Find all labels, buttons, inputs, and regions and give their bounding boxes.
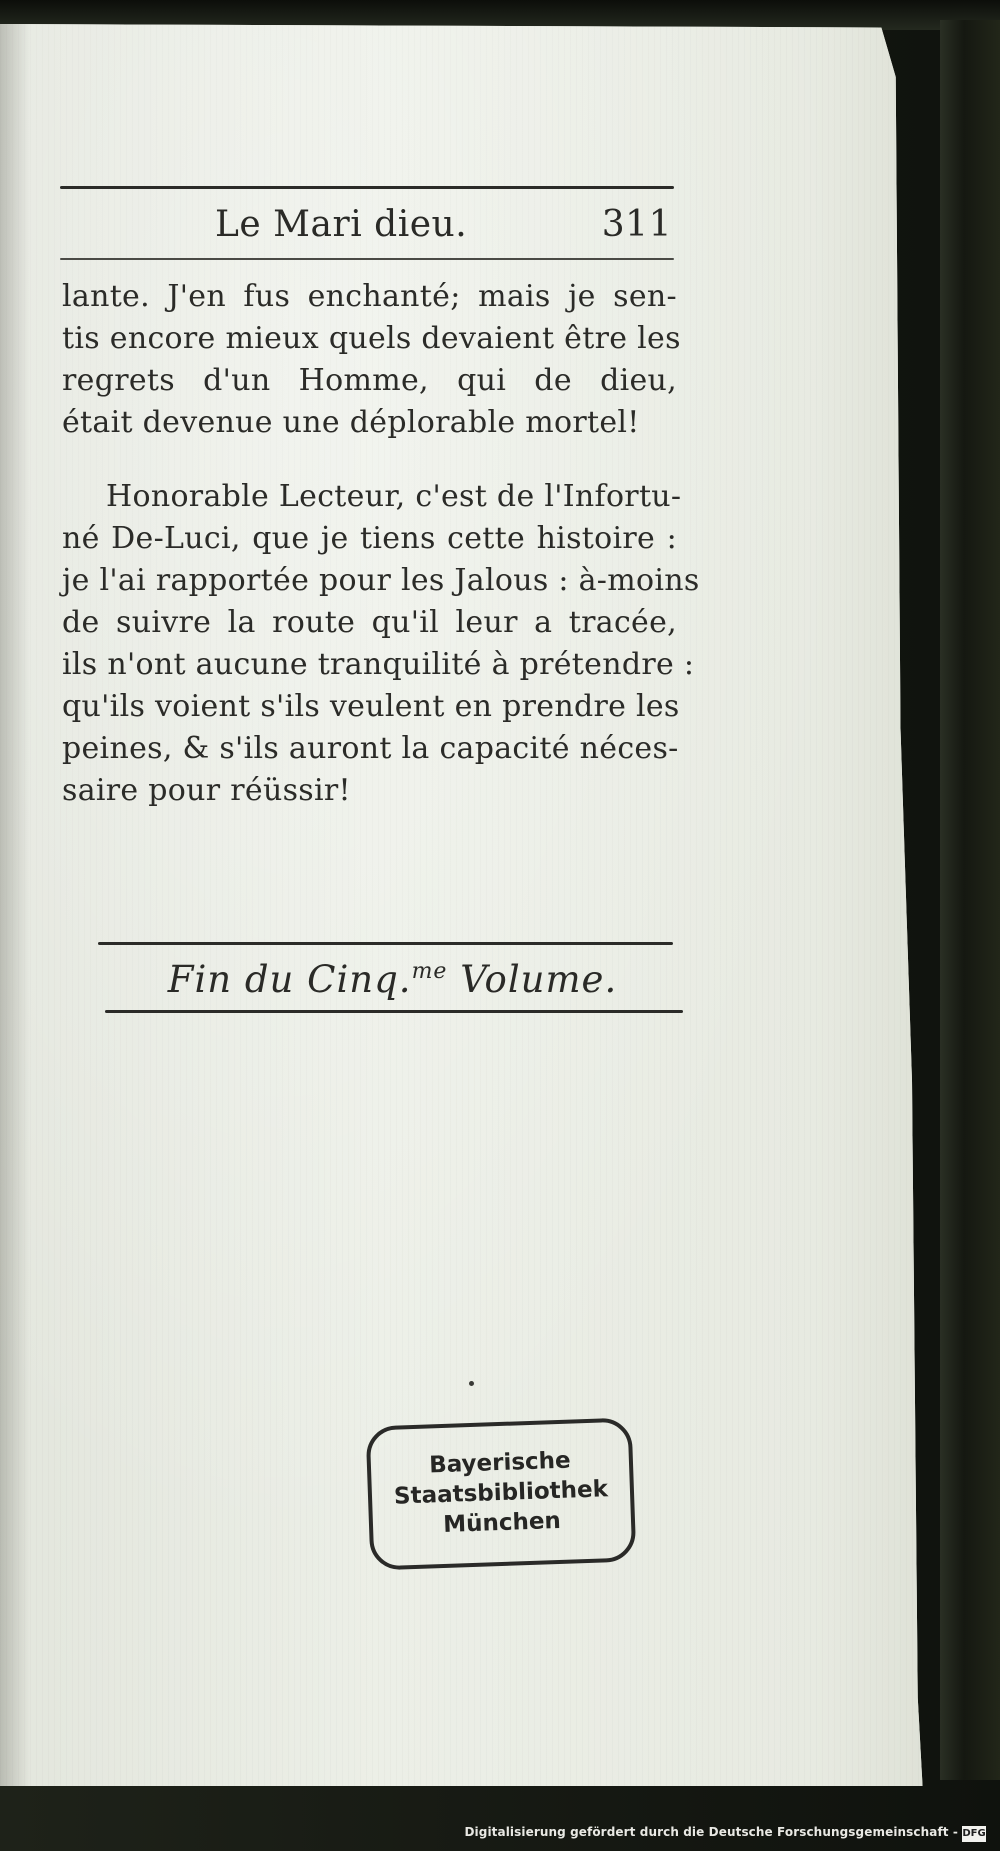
end-title-text: Fin du Cinq. xyxy=(167,958,412,1001)
dfg-logo: DFG xyxy=(962,1826,986,1842)
stamp-line-1: Bayerische xyxy=(428,1447,572,1479)
text-line: ils n'ont aucune tranquilité à prétendre : xyxy=(62,647,695,682)
text-line: saire pour réüssir! xyxy=(62,773,351,808)
book-edge xyxy=(940,20,1000,1780)
gutter-shadow xyxy=(0,24,30,1786)
text-line: né De-Luci, que je tiens cette histoire : xyxy=(62,521,677,556)
stamp-line-3: München xyxy=(442,1507,562,1539)
ink-dot xyxy=(469,1381,474,1386)
text-line: lante. J'en fus enchanté; mais je sen- xyxy=(62,279,677,314)
text-line: tis encore mieux quels devaient être les xyxy=(62,321,681,356)
running-head xyxy=(60,198,672,258)
running-title: Le Mari dieu. xyxy=(215,204,468,245)
paragraph-1 xyxy=(62,276,681,444)
stamp-line-2: Staatsbibliothek xyxy=(393,1476,609,1510)
digitization-credit: Digitalisierung gefördert durch die Deutsche Forschungsgemeinschaft - xyxy=(464,1825,958,1839)
paragraph-2 xyxy=(62,476,700,812)
header-top-rule xyxy=(60,186,674,189)
text-line: qu'ils voient s'ils veulent en prendre les xyxy=(62,689,680,724)
text-line: de suivre la route qu'il leur a tracée, xyxy=(62,605,677,640)
text-line: regrets d'un Homme, qui de dieu, xyxy=(62,363,677,398)
end-bottom-rule xyxy=(105,1010,683,1013)
text-line: je l'ai rapportée pour les Jalous : à-moins xyxy=(62,563,700,598)
end-of-volume-title xyxy=(100,958,685,1001)
end-title-superscript: me xyxy=(411,959,448,984)
end-top-rule xyxy=(98,942,673,945)
text-line: était devenue une déplorable mortel! xyxy=(62,405,640,440)
end-title-tail: Volume. xyxy=(447,958,618,1001)
text-line: peines, & s'ils auront la capacité néces- xyxy=(62,731,679,766)
header-bottom-rule xyxy=(60,258,674,260)
text-line: Honorable Lecteur, c'est de l'Infortu- xyxy=(106,479,682,514)
library-stamp xyxy=(366,1417,637,1570)
page-number: 311 xyxy=(601,204,672,245)
